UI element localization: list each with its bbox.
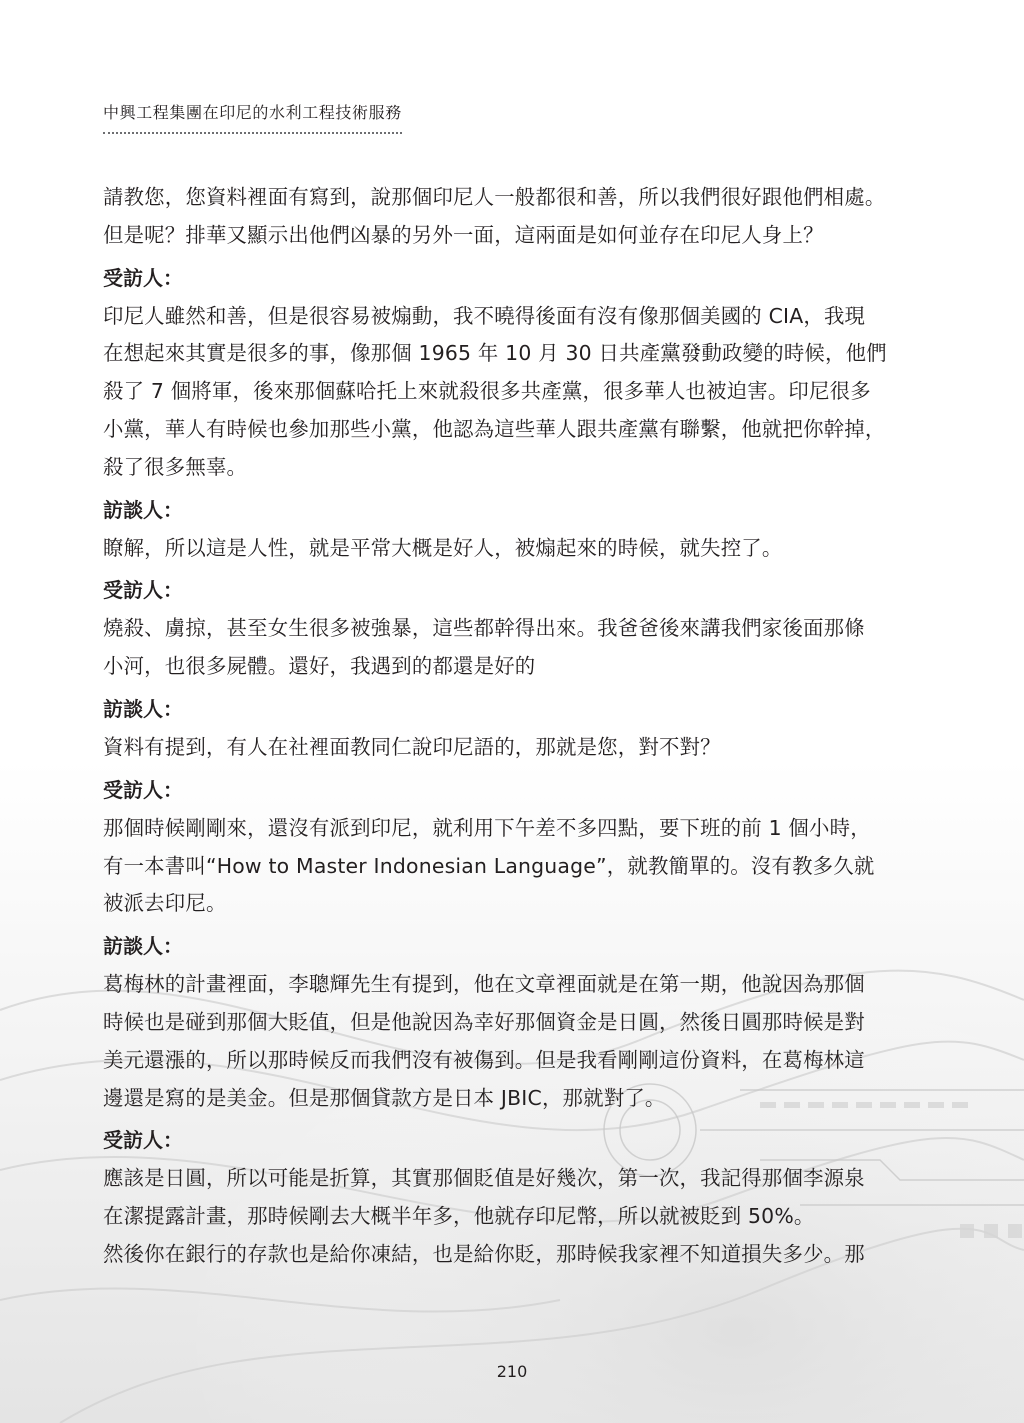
paragraph-line: 瞭解，所以這是人性，就是平常大概是好人，被煽起來的時候，就失控了。 bbox=[103, 535, 783, 560]
paragraph-line: 葛梅林的計畫裡面，李聰輝先生有提到，他在文章裡面就是在第一期，他說因為那個 bbox=[103, 972, 865, 997]
paragraph-line: 但是呢？排華又顯示出他們凶暴的另外一面，這兩面是如何並存在印尼人身上？ bbox=[103, 222, 824, 247]
paragraph bbox=[103, 530, 925, 568]
paragraph-line: 小黨，華人有時候也參加那些小黨，他認為這些華人跟共產黨有聯繫，他就把你幹掉， bbox=[103, 416, 886, 441]
speaker-label: 訪談人： bbox=[103, 497, 183, 522]
paragraph-line: 資料有提到，有人在社裡面教同仁說印尼語的，那就是您，對不對？ bbox=[103, 734, 721, 759]
paragraph-line: 邊還是寫的是美金。但是那個貸款方是日本 JBIC，那就對了。 bbox=[103, 1085, 666, 1110]
paragraph-line: 有一本書叫“How to Master Indonesian Language”，就教簡單的。沒有教多久就 bbox=[103, 853, 875, 878]
paragraph-line: 在潔提露計畫，那時候剛去大概半年多，他就存印尼幣，所以就被貶到 50%。 bbox=[103, 1204, 815, 1229]
paragraph-line: 那個時候剛剛來，還沒有派到印尼，就利用下午差不多四點，要下班的前 1 個小時， bbox=[103, 815, 871, 840]
paragraph bbox=[103, 1160, 925, 1273]
speaker-label: 受訪人： bbox=[103, 578, 183, 603]
paragraph-line: 殺了 7 個將軍，後來那個蘇哈托上來就殺很多共產黨，很多華人也被迫害。印尼很多 bbox=[103, 379, 871, 404]
paragraph-line: 燒殺、虜掠，甚至女生很多被強暴，這些都幹得出來。我爸爸後來講我們家後面那條 bbox=[103, 616, 865, 641]
paragraph bbox=[103, 298, 925, 487]
paragraph-line: 殺了很多無辜。 bbox=[103, 454, 248, 479]
paragraph-line: 時候也是碰到那個大貶值，但是他說因為幸好那個資金是日圓，然後日圓那時候是對 bbox=[103, 1009, 865, 1034]
page-number: 210 bbox=[496, 1362, 528, 1381]
paragraph-line: 小河，也很多屍體。還好，我遇到的都還是好的 bbox=[103, 654, 536, 679]
running-header: 中興工程集團在印尼的水利工程技術服務 bbox=[103, 100, 402, 134]
paragraph bbox=[103, 729, 925, 767]
speaker-label: 訪談人： bbox=[103, 696, 183, 721]
paragraph-line: 在想起來其實是很多的事，像那個 1965 年 10 月 30 日共產黨發動政變的時候，他們 bbox=[103, 341, 887, 366]
paragraph bbox=[103, 179, 925, 255]
paragraph-line: 應該是日圓，所以可能是折算，其實那個貶值是好幾次，第一次，我記得那個李源泉 bbox=[103, 1166, 865, 1191]
paragraph-line: 請教您，您資料裡面有寫到，說那個印尼人一般都很和善，所以我們很好跟他們相處。 bbox=[103, 185, 886, 209]
paragraph bbox=[103, 810, 925, 923]
paragraph bbox=[103, 610, 925, 686]
paragraph bbox=[103, 966, 925, 1117]
speaker-label: 受訪人： bbox=[103, 777, 183, 802]
interview-transcript bbox=[103, 179, 925, 1274]
speaker-label: 訪談人： bbox=[103, 934, 183, 959]
speaker-label: 受訪人： bbox=[103, 1128, 183, 1153]
speaker-label: 受訪人： bbox=[103, 265, 183, 290]
paragraph-line: 被派去印尼。 bbox=[103, 891, 227, 916]
paragraph-line: 然後你在銀行的存款也是給你凍結，也是給你貶，那時候我家裡不知道損失多少。那 bbox=[103, 1241, 865, 1266]
paragraph-line: 印尼人雖然和善，但是很容易被煽動，我不曉得後面有沒有像那個美國的 CIA，我現 bbox=[103, 303, 866, 328]
paragraph-line: 美元還漲的，所以那時候反而我們沒有被傷到。但是我看剛剛這份資料，在葛梅林這 bbox=[103, 1047, 865, 1072]
